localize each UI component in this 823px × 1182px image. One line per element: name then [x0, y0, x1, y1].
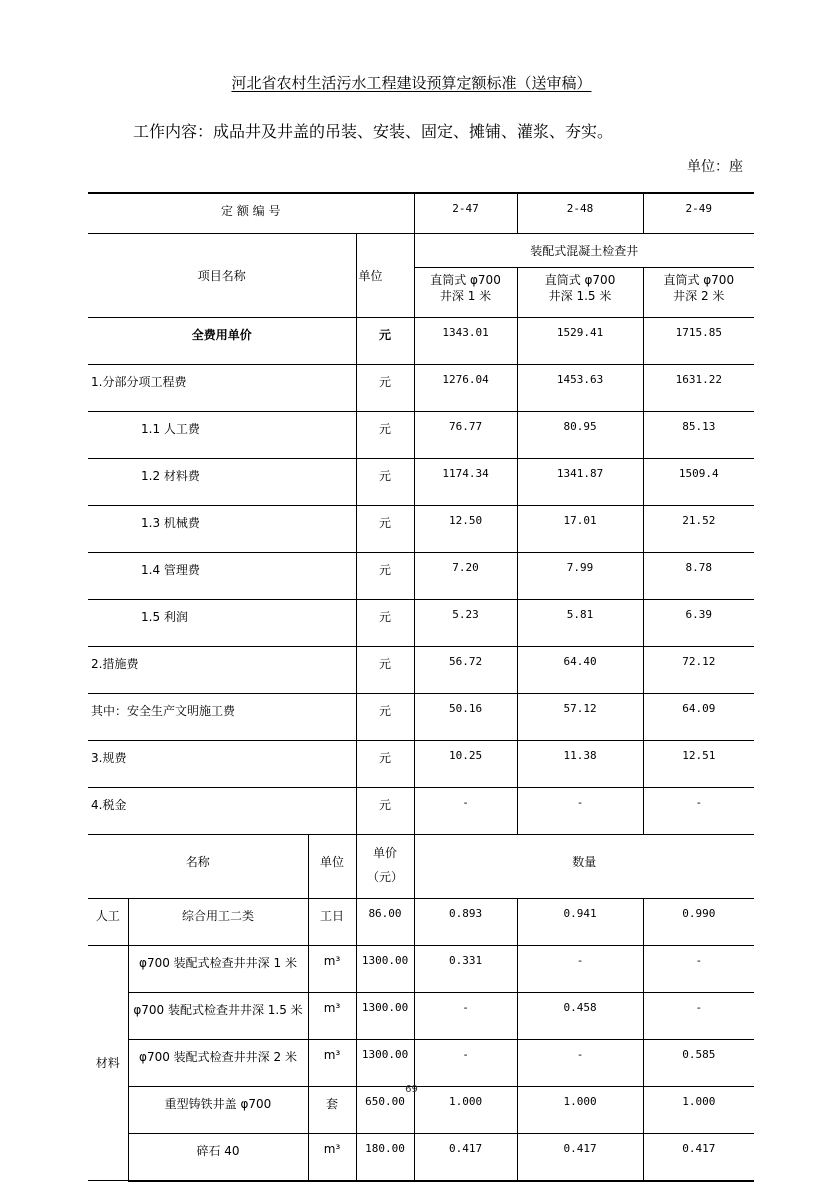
group-header: 装配式混凝土检查井	[414, 233, 754, 267]
cost-row: 3.规费 元 10.25 11.38 12.51	[88, 740, 754, 787]
item-name-header: 项目名称	[88, 233, 356, 317]
material-row: 重型铸铁井盖 φ700 套 650.00 1.000 1.000 1.000	[88, 1086, 754, 1133]
quota-code: 2-47	[414, 193, 517, 233]
material-row: φ700 装配式检查井井深 1.5 米 m³ 1300.00 - 0.458 -	[88, 992, 754, 1039]
unit-note: 单位：座	[687, 159, 743, 175]
quota-table	[88, 192, 754, 1182]
variant-header: 直筒式 φ700 井深 2 米	[643, 267, 754, 317]
cost-row: 1.5 利润 元 5.23 5.81 6.39	[88, 599, 754, 646]
cost-row: 其中：安全生产文明施工费 元 50.16 57.12 64.09	[88, 693, 754, 740]
cost-row: 1.分部分项工程费 元 1276.04 1453.63 1631.22	[88, 364, 754, 411]
resource-header-row	[88, 834, 754, 898]
cost-row: 全费用单价 元 1343.01 1529.41 1715.85	[88, 317, 754, 364]
variant-header: 直筒式 φ700 井深 1.5 米	[517, 267, 643, 317]
material-row: 材料 φ700 装配式检查井井深 1 米 m³ 1300.00 0.331 - -	[88, 945, 754, 992]
cost-row: 1.2 材料费 元 1174.34 1341.87 1509.4	[88, 458, 754, 505]
labor-row: 人工 综合用工二类 工日 86.00 0.893 0.941 0.990	[88, 898, 754, 945]
resource-name-header: 名称	[88, 834, 308, 898]
material-row: φ700 装配式检查井井深 2 米 m³ 1300.00 - - 0.585	[88, 1039, 754, 1086]
document-title: 河北省农村生活污水工程建设预算定额标准（送审稿）	[231, 74, 592, 92]
quota-code: 2-49	[643, 193, 754, 233]
unit-header: 单位	[356, 233, 414, 317]
quota-code: 2-48	[517, 193, 643, 233]
cost-row: 2.措施费 元 56.72 64.40 72.12	[88, 646, 754, 693]
labor-category: 人工	[88, 898, 128, 945]
material-category: 材料	[88, 945, 128, 1181]
work-content: 工作内容：成品井及井盖的吊装、安装、固定、摊铺、灌浆、夯实。	[133, 122, 614, 141]
resource-price-header: 单价 （元）	[356, 834, 414, 898]
material-row: 碎石 40 m³ 180.00 0.417 0.417 0.417	[88, 1133, 754, 1181]
quota-code-label: 定 额 编 号	[88, 193, 414, 233]
quantity-header: 数量	[414, 834, 754, 898]
cost-row: 1.1 人工费 元 76.77 80.95 85.13	[88, 411, 754, 458]
variant-header: 直筒式 φ700 井深 1 米	[414, 267, 517, 317]
cost-row: 4.税金 元 - - -	[88, 787, 754, 834]
resource-unit-header: 单位	[308, 834, 356, 898]
cost-row: 1.3 机械费 元 12.50 17.01 21.52	[88, 505, 754, 552]
page-number: 69	[405, 1084, 418, 1095]
cost-row: 1.4 管理费 元 7.20 7.99 8.78	[88, 552, 754, 599]
